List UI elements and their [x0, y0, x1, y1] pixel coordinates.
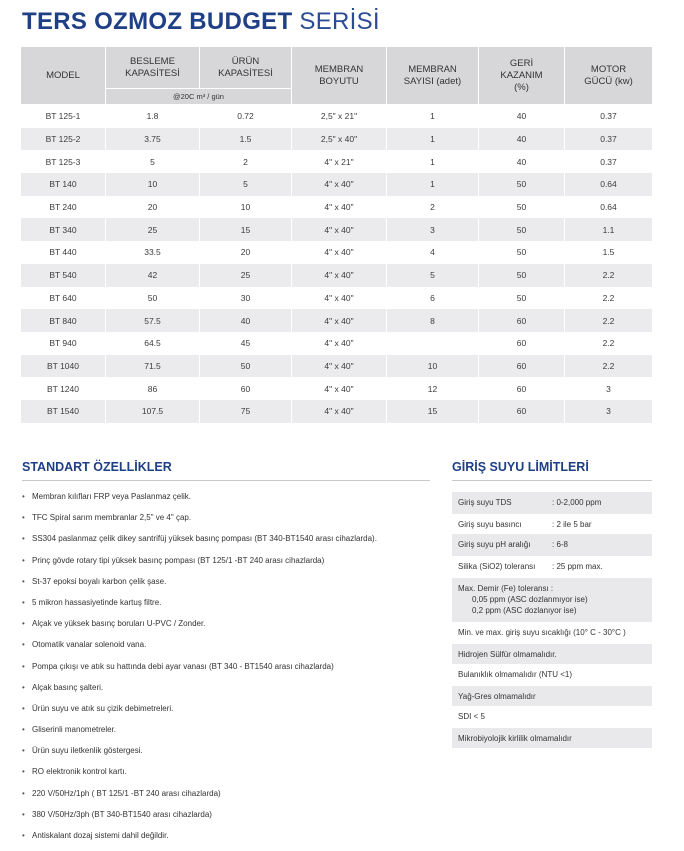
model-spec-table — [20, 46, 653, 423]
feature-item: • Gliserinli manometreler. — [22, 724, 422, 745]
table-row — [21, 241, 653, 264]
limit-label: Giriş suyu basıncı — [458, 520, 522, 529]
cell-besleme: 10 — [106, 173, 200, 196]
limit-label: Silika (SiO2) toleransı — [458, 562, 536, 571]
cell-model: BT 125-2 — [21, 128, 106, 151]
features-list — [22, 491, 422, 851]
col-header-besleme: BESLEME KAPASİTESİ — [106, 47, 200, 89]
col-header-urun: ÜRÜN KAPASİTESİ — [200, 47, 292, 89]
cell-urun: 2 — [200, 150, 292, 173]
cell-geri-kazanim: 60 — [479, 332, 565, 355]
col-header-geri-kazanim: GERİ KAZANIM (%) — [479, 47, 565, 105]
cell-model: BT 140 — [21, 173, 106, 196]
cell-geri-kazanim: 50 — [479, 264, 565, 287]
cell-geri-kazanim: 60 — [479, 377, 565, 400]
feature-item: • Alçak ve yüksek basınç boruları U-PVC / Zonder. — [22, 618, 422, 639]
col-header-model: MODEL — [21, 47, 106, 105]
cell-membran-boyut: 4" x 40" — [292, 196, 387, 219]
cell-urun: 40 — [200, 309, 292, 332]
cell-model: BT 540 — [21, 264, 106, 287]
cell-motor: 1.1 — [565, 218, 653, 241]
cell-geri-kazanim: 50 — [479, 218, 565, 241]
feature-item: • Ürün suyu iletkenlik göstergesi. — [22, 745, 422, 766]
limit-value: : 6-8 — [552, 540, 569, 549]
page-title — [22, 8, 380, 36]
cell-motor: 2.2 — [565, 309, 653, 332]
cell-geri-kazanim: 50 — [479, 241, 565, 264]
cell-urun: 0.72 — [200, 105, 292, 128]
cell-membran-sayi: 1 — [387, 105, 479, 128]
cell-geri-kazanim: 40 — [479, 150, 565, 173]
cell-besleme: 107.5 — [106, 400, 200, 423]
cell-membran-boyut: 4" x 40" — [292, 264, 387, 287]
cell-urun: 10 — [200, 196, 292, 219]
feature-item: • 220 V/50Hz/1ph ( BT 125/1 -BT 240 arası cihazlarda) — [22, 788, 422, 809]
cell-geri-kazanim: 60 — [479, 355, 565, 378]
limit-value: : 2 ile 5 bar — [552, 520, 592, 529]
cell-motor: 0.64 — [565, 196, 653, 219]
table-row — [21, 332, 653, 355]
limit-value: : 0-2,000 ppm — [552, 498, 602, 507]
title-main: TERS OZMOZ BUDGET — [22, 8, 293, 35]
cell-geri-kazanim: 50 — [479, 173, 565, 196]
table-row — [21, 309, 653, 332]
cell-geri-kazanim: 60 — [479, 400, 565, 423]
table-row — [21, 150, 653, 173]
cell-motor: 3 — [565, 400, 653, 423]
cell-membran-sayi: 4 — [387, 241, 479, 264]
cell-membran-sayi: 15 — [387, 400, 479, 423]
feature-item: • Antiskalant dozaj sistemi dahil değildir. — [22, 830, 422, 851]
limits-title: GİRİŞ SUYU LİMİTLERİ — [452, 460, 589, 474]
cell-membran-boyut: 4" x 40" — [292, 173, 387, 196]
cell-besleme: 42 — [106, 264, 200, 287]
cell-besleme: 5 — [106, 150, 200, 173]
limit-row-micro — [452, 728, 652, 748]
cell-membran-boyut: 4" x 40" — [292, 309, 387, 332]
limit-label: Yağ-Gres olmamalıdır — [458, 692, 536, 701]
limit-label: Mikrobiyolojik kirlilik olmamalıdır — [458, 734, 572, 743]
cell-membran-sayi: 2 — [387, 196, 479, 219]
cell-urun: 30 — [200, 287, 292, 310]
cell-geri-kazanim: 40 — [479, 128, 565, 151]
cell-geri-kazanim: 50 — [479, 287, 565, 310]
cell-membran-boyut: 4" x 40" — [292, 377, 387, 400]
cell-membran-sayi: 8 — [387, 309, 479, 332]
cell-membran-boyut: 4" x 40" — [292, 400, 387, 423]
cell-geri-kazanim: 40 — [479, 105, 565, 128]
cell-geri-kazanim: 60 — [479, 309, 565, 332]
cell-membran-boyut: 4" x 40" — [292, 355, 387, 378]
limits-table — [452, 492, 652, 748]
cell-membran-sayi — [387, 332, 479, 355]
cell-urun: 50 — [200, 355, 292, 378]
feature-item: • SS304 paslanmaz çelik dikey santrifüj yüksek basınç pompası (BT 340-BT1540 arası cihazlarda). — [22, 533, 422, 554]
limit-row-sdi — [452, 706, 652, 728]
cell-membran-sayi: 1 — [387, 150, 479, 173]
cell-urun: 75 — [200, 400, 292, 423]
limit-row-h2s — [452, 644, 652, 664]
cell-model: BT 940 — [21, 332, 106, 355]
cell-urun: 25 — [200, 264, 292, 287]
cell-motor: 0.37 — [565, 128, 653, 151]
cell-membran-boyut: 2,5" x 40" — [292, 128, 387, 151]
features-title: STANDART ÖZELLİKLER — [22, 460, 172, 474]
table-row — [21, 400, 653, 423]
cell-model: BT 1040 — [21, 355, 106, 378]
title-suffix: SERİSİ — [292, 8, 380, 35]
cell-besleme: 25 — [106, 218, 200, 241]
cell-besleme: 86 — [106, 377, 200, 400]
unit-note: @20C m³ / gün — [106, 89, 292, 105]
cell-model: BT 340 — [21, 218, 106, 241]
limit-label: SDI < 5 — [458, 712, 485, 721]
cell-membran-sayi: 1 — [387, 128, 479, 151]
cell-urun: 5 — [200, 173, 292, 196]
cell-motor: 2.2 — [565, 287, 653, 310]
limit-label: Max. Demir (Fe) toleransı : — [458, 584, 554, 593]
limit-row-tds — [452, 492, 652, 514]
table-row — [21, 173, 653, 196]
cell-besleme: 3.75 — [106, 128, 200, 151]
feature-item: • TFC Spiral sarım membranlar 2,5" ve 4" çap. — [22, 512, 422, 533]
cell-membran-boyut: 4" x 21" — [292, 150, 387, 173]
col-header-membran-boyut: MEMBRAN BOYUTU — [292, 47, 387, 105]
feature-item: • Alçak basınç şalteri. — [22, 682, 422, 703]
feature-item: • Prinç gövde rotary tipi yüksek basınç pompası (BT 125/1 -BT 240 arası cihazlarda) — [22, 555, 422, 576]
cell-membran-boyut: 4" x 40" — [292, 218, 387, 241]
limit-label: Min. ve max. giriş suyu sıcaklığı (10° C - 30°C ) — [458, 628, 626, 637]
table-row — [21, 355, 653, 378]
cell-membran-sayi: 12 — [387, 377, 479, 400]
feature-item: • Pompa çıkışı ve atık su hattında debi ayar vanası (BT 340 - BT1540 arası cihazlarda) — [22, 661, 422, 682]
cell-motor: 0.37 — [565, 105, 653, 128]
cell-membran-boyut: 4" x 40" — [292, 287, 387, 310]
cell-motor: 0.37 — [565, 150, 653, 173]
limit-row-turbidity — [452, 664, 652, 686]
cell-besleme: 20 — [106, 196, 200, 219]
cell-geri-kazanim: 50 — [479, 196, 565, 219]
limit-row-silica — [452, 556, 652, 578]
cell-membran-boyut: 4" x 40" — [292, 332, 387, 355]
cell-urun: 45 — [200, 332, 292, 355]
limit-row-iron — [452, 578, 652, 622]
cell-urun: 60 — [200, 377, 292, 400]
table-row — [21, 218, 653, 241]
cell-membran-sayi: 1 — [387, 173, 479, 196]
limit-label: Bulanıklık olmamalıdır (NTU <1) — [458, 670, 573, 679]
cell-besleme: 50 — [106, 287, 200, 310]
cell-besleme: 71.5 — [106, 355, 200, 378]
cell-motor: 3 — [565, 377, 653, 400]
cell-model: BT 440 — [21, 241, 106, 264]
limit-row-temp — [452, 622, 652, 644]
cell-model: BT 1540 — [21, 400, 106, 423]
limit-value: : 25 ppm max. — [552, 562, 603, 571]
limit-label: Giriş suyu pH aralığı — [458, 540, 531, 549]
cell-membran-sayi: 5 — [387, 264, 479, 287]
cell-model: BT 125-1 — [21, 105, 106, 128]
cell-model: BT 1240 — [21, 377, 106, 400]
cell-membran-sayi: 6 — [387, 287, 479, 310]
cell-urun: 1.5 — [200, 128, 292, 151]
features-divider — [22, 480, 430, 481]
feature-item: • St-37 epoksi boyalı karbon çelik şase. — [22, 576, 422, 597]
limit-value: 0,2 ppm (ASC dozlanıyor ise) — [472, 606, 577, 615]
table-row — [21, 196, 653, 219]
table-row — [21, 128, 653, 151]
cell-besleme: 64.5 — [106, 332, 200, 355]
cell-membran-boyut: 2,5" x 21" — [292, 105, 387, 128]
cell-motor: 2.2 — [565, 264, 653, 287]
limit-row-oil — [452, 686, 652, 706]
cell-membran-sayi: 3 — [387, 218, 479, 241]
feature-item: • Ürün suyu ve atık su çizik debimetreleri. — [22, 703, 422, 724]
cell-membran-boyut: 4" x 40" — [292, 241, 387, 264]
feature-item: • 5 mikron hassasiyetinde kartuş filtre. — [22, 597, 422, 618]
feature-item: • RO elektronik kontrol kartı. — [22, 766, 422, 787]
cell-besleme: 33.5 — [106, 241, 200, 264]
col-header-membran-sayi: MEMBRAN SAYISI (adet) — [387, 47, 479, 105]
table-row — [21, 287, 653, 310]
limit-label: Giriş suyu TDS — [458, 498, 512, 507]
limit-row-ph — [452, 534, 652, 556]
cell-membran-sayi: 10 — [387, 355, 479, 378]
cell-besleme: 57.5 — [106, 309, 200, 332]
table-row — [21, 264, 653, 287]
cell-motor: 2.2 — [565, 355, 653, 378]
cell-model: BT 125-3 — [21, 150, 106, 173]
limit-label: Hidrojen Sülfür olmamalıdır. — [458, 650, 557, 659]
cell-urun: 15 — [200, 218, 292, 241]
feature-item: • 380 V/50Hz/3ph (BT 340-BT1540 arası cihazlarda) — [22, 809, 422, 830]
cell-model: BT 840 — [21, 309, 106, 332]
cell-model: BT 240 — [21, 196, 106, 219]
limits-divider — [452, 480, 652, 481]
cell-urun: 20 — [200, 241, 292, 264]
feature-item: • Otomatik vanalar solenoid vana. — [22, 639, 422, 660]
cell-model: BT 640 — [21, 287, 106, 310]
feature-item: • Membran kılıfları FRP veya Paslanmaz çelik. — [22, 491, 422, 512]
limit-row-pressure — [452, 514, 652, 534]
cell-besleme: 1.8 — [106, 105, 200, 128]
cell-motor: 1.5 — [565, 241, 653, 264]
cell-motor: 2.2 — [565, 332, 653, 355]
cell-motor: 0.64 — [565, 173, 653, 196]
table-row — [21, 377, 653, 400]
limit-value: 0,05 ppm (ASC dozlanmıyor ise) — [472, 595, 588, 604]
col-header-motor: MOTOR GÜCÜ (kw) — [565, 47, 653, 105]
table-row — [21, 105, 653, 128]
